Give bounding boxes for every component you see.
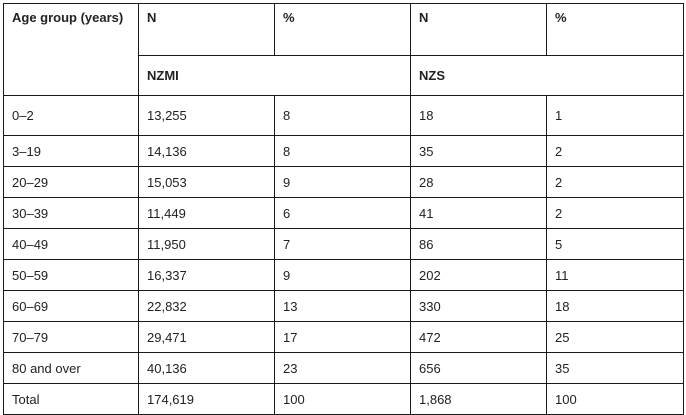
nzmi-n-cell: 22,832 xyxy=(139,291,275,322)
nzs-n-cell: 656 xyxy=(411,353,547,384)
nzmi-pct-cell: 13 xyxy=(275,291,411,322)
nzs-pct-cell: 1 xyxy=(547,96,684,136)
nzs-n-cell: 202 xyxy=(411,260,547,291)
nzs-n-cell: 35 xyxy=(411,136,547,167)
table-row xyxy=(4,198,684,229)
age-group-cell: 30–39 xyxy=(4,198,139,229)
nzs-n-cell: 1,868 xyxy=(411,384,547,415)
nzs-pct-header: % xyxy=(547,4,684,56)
nzs-n-cell: 28 xyxy=(411,167,547,198)
age-group-cell: Total xyxy=(4,384,139,415)
table-row xyxy=(4,322,684,353)
nzs-n-cell: 330 xyxy=(411,291,547,322)
nzs-pct-cell: 11 xyxy=(547,260,684,291)
nzmi-pct-header: % xyxy=(275,4,411,56)
nzs-n-cell: 18 xyxy=(411,96,547,136)
table-row xyxy=(4,260,684,291)
age-group-cell: 60–69 xyxy=(4,291,139,322)
age-group-cell: 40–49 xyxy=(4,229,139,260)
nzs-pct-cell: 2 xyxy=(547,198,684,229)
age-group-cell: 20–29 xyxy=(4,167,139,198)
nzmi-n-cell: 174,619 xyxy=(139,384,275,415)
age-group-cell: 80 and over xyxy=(4,353,139,384)
nzs-n-cell: 41 xyxy=(411,198,547,229)
nzmi-n-cell: 14,136 xyxy=(139,136,275,167)
nzmi-pct-cell: 23 xyxy=(275,353,411,384)
age-group-cell: 50–59 xyxy=(4,260,139,291)
table-row xyxy=(4,229,684,260)
nzs-n-cell: 86 xyxy=(411,229,547,260)
nzmi-n-header: N xyxy=(139,4,275,56)
nzmi-n-cell: 11,449 xyxy=(139,198,275,229)
nzmi-pct-cell: 7 xyxy=(275,229,411,260)
table-row xyxy=(4,384,684,415)
nzs-pct-cell: 2 xyxy=(547,136,684,167)
nzmi-group-header: NZMI xyxy=(139,56,411,96)
nzmi-n-cell: 11,950 xyxy=(139,229,275,260)
nzmi-n-cell: 40,136 xyxy=(139,353,275,384)
nzmi-pct-cell: 9 xyxy=(275,260,411,291)
nzs-pct-cell: 2 xyxy=(547,167,684,198)
nzs-pct-cell: 18 xyxy=(547,291,684,322)
table-row xyxy=(4,136,684,167)
nzmi-n-cell: 13,255 xyxy=(139,96,275,136)
table-row xyxy=(4,353,684,384)
nzmi-pct-cell: 100 xyxy=(275,384,411,415)
data-table xyxy=(3,3,684,415)
age-group-cell: 0–2 xyxy=(4,96,139,136)
nzs-pct-cell: 35 xyxy=(547,353,684,384)
table-row xyxy=(4,167,684,198)
nzs-group-header: NZS xyxy=(411,56,684,96)
nzs-pct-cell: 25 xyxy=(547,322,684,353)
nzmi-n-cell: 29,471 xyxy=(139,322,275,353)
table-body xyxy=(4,96,684,415)
header-row xyxy=(4,4,684,56)
nzmi-n-cell: 16,337 xyxy=(139,260,275,291)
nzmi-pct-cell: 17 xyxy=(275,322,411,353)
nzmi-pct-cell: 9 xyxy=(275,167,411,198)
nzmi-n-cell: 15,053 xyxy=(139,167,275,198)
nzs-pct-cell: 5 xyxy=(547,229,684,260)
nzmi-pct-cell: 8 xyxy=(275,96,411,136)
nzs-n-cell: 472 xyxy=(411,322,547,353)
age-group-cell: 3–19 xyxy=(4,136,139,167)
nzs-pct-cell: 100 xyxy=(547,384,684,415)
age-group-cell: 70–79 xyxy=(4,322,139,353)
table-row xyxy=(4,291,684,322)
nzmi-pct-cell: 6 xyxy=(275,198,411,229)
nzs-n-header: N xyxy=(411,4,547,56)
table-row xyxy=(4,96,684,136)
age-group-header: Age group (years) xyxy=(4,4,139,96)
nzmi-pct-cell: 8 xyxy=(275,136,411,167)
